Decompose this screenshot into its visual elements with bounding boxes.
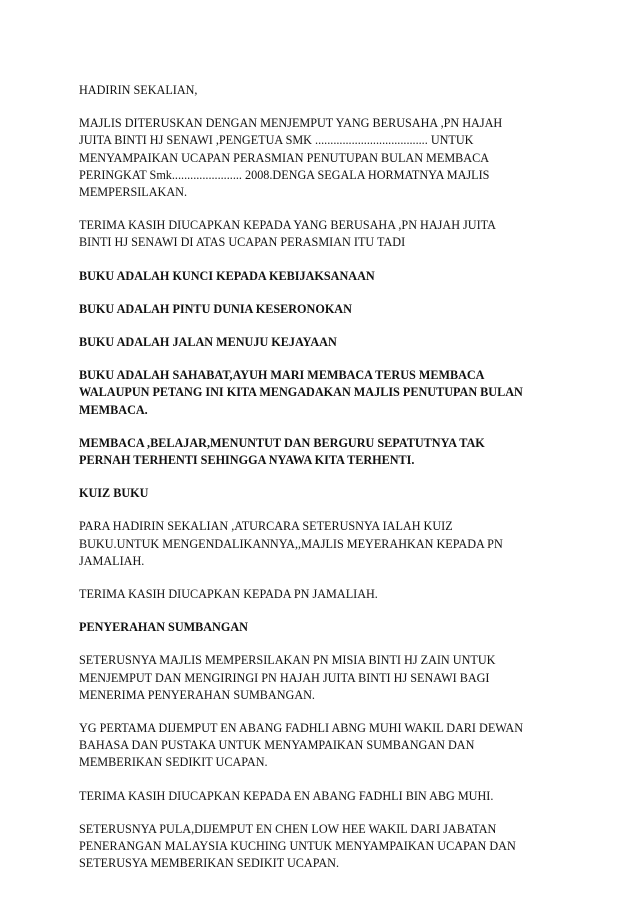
text-line: PARA HADIRIN SEKALIAN ,ATURCARA SETERUSNYA IALAH KUIZ [79,519,453,534]
paragraph [79,652,565,704]
text-line: PENYERAHAN SUMBANGAN [79,620,248,635]
text-line: MENJEMPUT DAN MENGIRINGI PN HAJAH JUITA BINTI HJ SENAWI BAGI [79,670,490,685]
text-line: BUKU ADALAH SAHABAT,AYUH MARI MEMBACA TERUS MEMBACA [79,368,485,383]
bold-paragraph [79,367,565,419]
text-line: PERINGKAT Smk....................... 2008.DENGA SEGALA HORMATNYA MAJLIS [79,167,490,182]
text-line: KUIZ BUKU [79,486,149,501]
paragraph [79,586,565,603]
text-line: MEMPERSILAKAN. [79,185,188,200]
text-line: MEMBERIKAN SEDIKIT UCAPAN. [79,755,268,770]
text-line: WALAUPUN PETANG INI KITA MENGADAKAN MAJLIS PENUTUPAN BULAN [79,385,523,400]
text-line: JUITA BINTI HJ SENAWI ,PENGETUA SMK ..................................... UNTUK [79,133,474,148]
text-line: BUKU ADALAH KUNCI KEPADA KEBIJAKSANAAN [79,268,375,283]
text-line: PENERANGAN MALAYSIA KUCHING UNTUK MENYAMPAIKAN UCAPAN DAN [79,839,516,854]
paragraph [79,518,565,570]
text-line: SETERUSNYA MAJLIS MEMPERSILAKAN PN MISIA BINTI HJ ZAIN UNTUK [79,653,496,668]
text-line: BUKU.UNTUK MENGENDALIKANNYA,,MAJLIS MEYERAHKAN KEPADA PN [79,536,503,551]
bold-paragraph [79,435,565,469]
text-line: TERIMA KASIH DIUCAPKAN KEPADA YANG BERUSAHA ,PN HAJAH JUITA [79,218,496,233]
paragraph [79,217,565,251]
text-line: PERNAH TERHENTI SEHINGGA NYAWA KITA TERHENTI. [79,453,415,468]
paragraph [79,788,565,805]
bold-paragraph [79,485,565,502]
text-line: TERIMA KASIH DIUCAPKAN KEPADA EN ABANG FADHLI BIN ABG MUHI. [79,788,494,803]
text-line: HADIRIN SEKALIAN, [79,83,198,97]
text-line: BUKU ADALAH PINTU DUNIA KESERONOKAN [79,301,352,316]
paragraph [79,720,565,772]
paragraph [79,115,565,201]
text-line: JAMALIAH. [79,553,145,568]
text-line: SETERUSYA MEMBERIKAN SEDIKIT UCAPAN. [79,856,340,871]
bold-paragraph [79,301,565,318]
paragraph [79,821,565,873]
text-line: BAHASA DAN PUSTAKA UNTUK MENYAMPAIKAN SUMBANGAN DAN [79,738,475,753]
bold-paragraph [79,334,565,351]
text-line: TERIMA KASIH DIUCAPKAN KEPADA PN JAMALIAH. [79,587,378,602]
text-line: SETERUSNYA PULA,DIJEMPUT EN CHEN LOW HEE WAKIL DARI JABATAN [79,821,497,836]
paragraph [79,82,565,99]
text-line: MEMBACA ,BELAJAR,MENUNTUT DAN BERGURU SEPATUTNYA TAK [79,435,485,450]
text-line: BINTI HJ SENAWI DI ATAS UCAPAN PERASMIAN ITU TADI [79,235,406,250]
document-page [79,82,565,889]
bold-paragraph [79,268,565,285]
text-line: MEMBACA. [79,402,148,417]
text-line: BUKU ADALAH JALAN MENUJU KEJAYAAN [79,335,337,350]
text-line: MENERIMA PENYERAHAN SUMBANGAN. [79,687,315,702]
text-line: YG PERTAMA DIJEMPUT EN ABANG FADHLI ABNG MUHI WAKIL DARI DEWAN [79,721,524,736]
text-line: MAJLIS DITERUSKAN DENGAN MENJEMPUT YANG BERUSAHA ,PN HAJAH [79,116,503,131]
bold-paragraph [79,619,565,636]
text-line: MENYAMPAIKAN UCAPAN PERASMIAN PENUTUPAN BULAN MEMBACA [79,150,490,165]
